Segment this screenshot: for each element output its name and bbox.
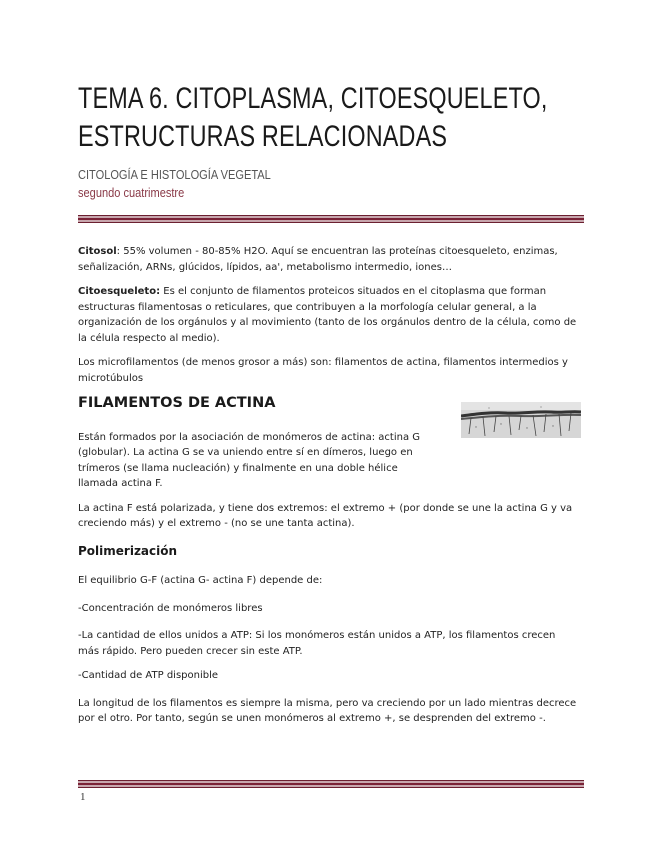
equilibrio-paragraph: El equilibrio G-F (actina G- actina F) depende de: bbox=[78, 575, 323, 586]
actina-paragraph-2: La actina F está polarizada, y tiene dos extremos: el extremo + (por donde se une la actina G y va creciendo más) y el extremo - (no se une tanta actina). bbox=[78, 502, 573, 529]
title-line-2: ESTRUCTURAS RELACIONADAS bbox=[78, 120, 448, 153]
actina-paragraph-1: Están formados por la asociación de monómeros de actina: actina G (globular). La actina G se va uniendo entre sí en dímeros, luego en trímeros (se llama nucleación) y finalmente en una doble hélice llamada actina F. bbox=[78, 431, 421, 489]
semester-label: segundo cuatrimestre bbox=[78, 185, 185, 200]
page-number: 1 bbox=[80, 791, 86, 803]
longitud-paragraph: La longitud de los filamentos es siempre la misma, pero va creciendo por un lado mientras decrece por el otro. Por tanto, según se unen monómeros al extremo +, se desprenden del extremo -. bbox=[78, 697, 577, 724]
citosol-text: : 55% volumen - 80-85% H2O. Aquí se encuentran las proteínas citoesqueleto, enzimas, señalización, ARNs, glúcidos, lípidos, aa', metabolismo intermedio, iones… bbox=[78, 246, 558, 273]
footer-divider bbox=[78, 780, 584, 788]
citosol-term: Citosol bbox=[78, 246, 117, 257]
citoesqueleto-paragraph bbox=[78, 284, 578, 346]
actin-filament-micrograph bbox=[461, 402, 581, 438]
title-line-1: TEMA 6. CITOPLASMA, CITOESQUELETO, bbox=[78, 82, 548, 115]
factor-1: -Concentración de monómeros libres bbox=[78, 602, 263, 614]
citoesqueleto-term: Citoesqueleto: bbox=[78, 286, 161, 297]
citoesqueleto-text: Es el conjunto de filamentos proteicos situados en el citoplasma que forman estructuras filamentosas o reticulares, que contribuyen a la morfología celular general, a la organización de los orgánulos y al movimiento (tanto de los orgánulos dentro de la célula, como de la célula respecto al medio). bbox=[78, 286, 577, 344]
page-title bbox=[78, 80, 548, 156]
factor-3: -Cantidad de ATP disponible bbox=[78, 670, 219, 681]
subsection-heading-polimerizacion: Polimerización bbox=[78, 543, 178, 558]
section-heading-actina: FILAMENTOS DE ACTINA bbox=[78, 395, 276, 411]
document-body bbox=[78, 244, 578, 736]
microfilamentos-paragraph: Los microfilamentos (de menos grosor a más) son: filamentos de actina, filamentos intermedios y microtúbulos bbox=[78, 357, 568, 384]
header-divider bbox=[78, 215, 584, 223]
micrograph-image bbox=[461, 402, 581, 438]
citosol-paragraph bbox=[78, 244, 578, 275]
factor-2: -La cantidad de ellos unidos a ATP: Si los monómeros están unidos a ATP, los filamentos crecen más rápido. Pero pueden crecer sin este ATP. bbox=[78, 630, 556, 657]
course-subtitle: CITOLOGÍA E HISTOLOGÍA VEGETAL bbox=[78, 167, 271, 182]
